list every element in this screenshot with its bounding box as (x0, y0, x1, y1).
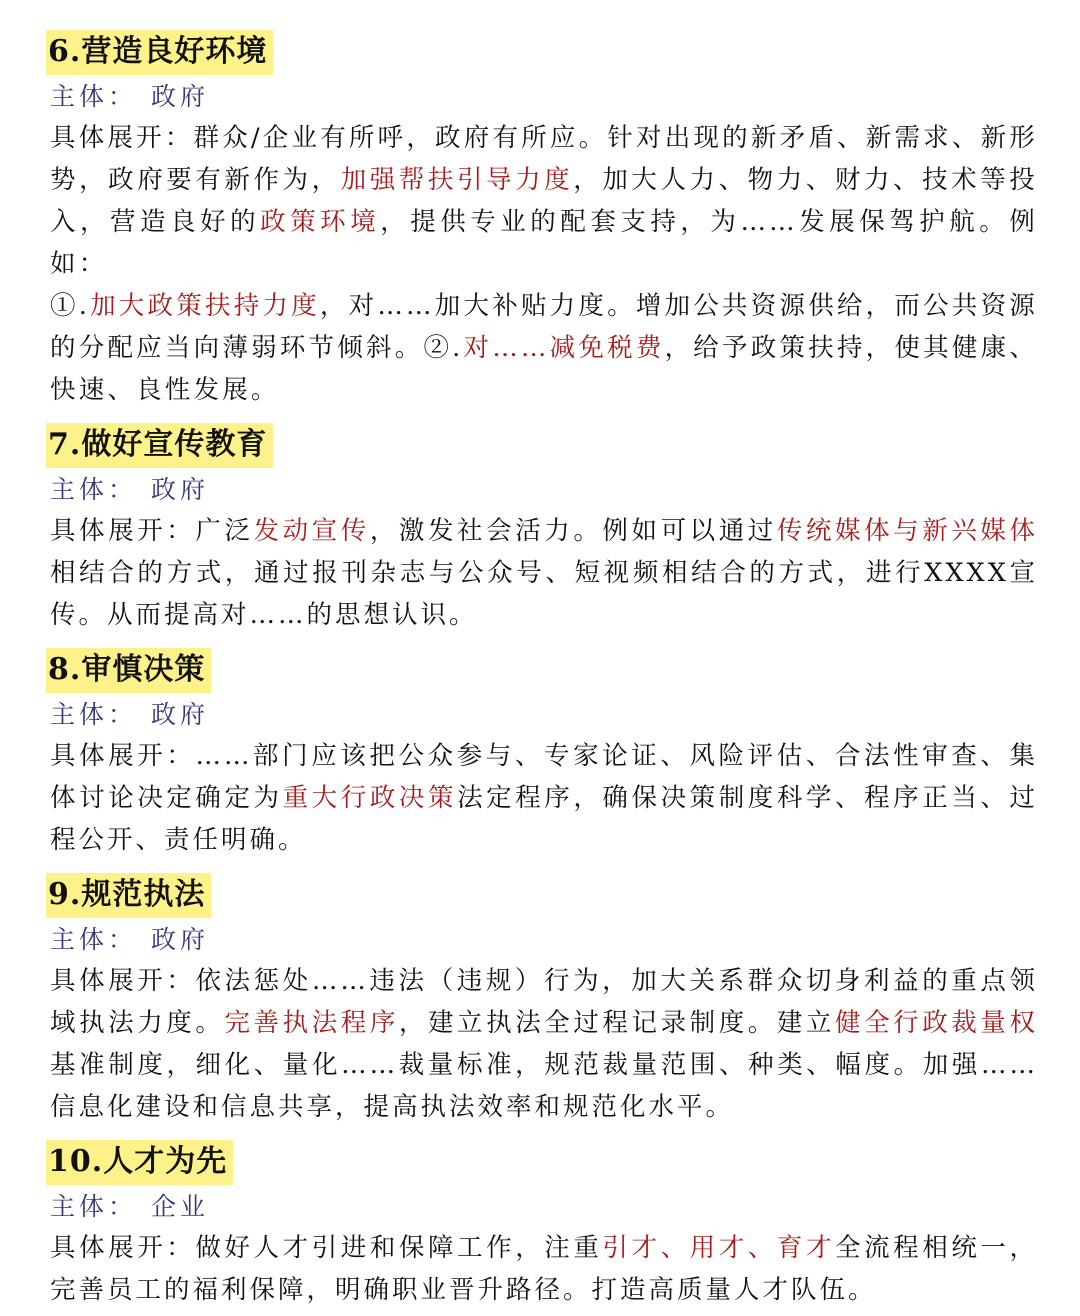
emphasis-text: 加强帮扶引导力度 (340, 165, 574, 195)
detail-paragraph (46, 510, 1038, 636)
detail-text: 法定程序，确保决策制度科学、程序正当、过程公开、责任明确。 (50, 783, 1038, 855)
emphasis-text: 健全行政裁量权 (835, 1008, 1038, 1038)
section-9 (46, 873, 1038, 1128)
section-10 (46, 1140, 1038, 1311)
detail-text: ，对……加大补贴力度。增加公共资源供给，而公共资源的分配应当向薄弱环节倾斜。②. (50, 291, 1038, 363)
detail-text: 全流程相统一，完善员工的福利保障，明确职业晋升路径。打造高质量人才队伍。 (50, 1233, 1038, 1305)
section-7 (46, 423, 1038, 636)
section-heading: 10.人才为先 (46, 1140, 233, 1185)
detail-text: ，建立执法全过程记录制度。建立 (398, 1008, 836, 1038)
emphasis-text: 对……减免税费 (463, 333, 665, 363)
detail-text: 具体展开：……部门应该把公众参与、专家论证、风险评估、合法性审查、集体讨论决定确定为 (50, 741, 1038, 813)
emphasis-text: 完善执法程序 (224, 1008, 399, 1038)
emphasis-text: 重大行政决策 (282, 783, 458, 813)
detail-text: ，给予政策扶持，使其健康、快速、良性发展。 (50, 333, 1038, 405)
detail-text: ，提供专业的配套支持，为……发展保驾护航。例如： (50, 207, 1038, 279)
emphasis-text: 引才、用才、育才 (602, 1233, 836, 1263)
subject-label: 主体： (50, 475, 138, 504)
subject-label: 主体： (50, 82, 138, 111)
detail-paragraph (46, 117, 1038, 411)
subject-value: 企业 (151, 1192, 210, 1221)
list-marker: ①. (50, 291, 91, 321)
emphasis-text: 政策环境 (260, 207, 381, 237)
subject-label: 主体： (50, 700, 138, 729)
detail-text: 具体展开：做好人才引进和保障工作，注重 (50, 1233, 603, 1263)
detail-text: ，加大人力、物力、财力、技术等投入，营造良好的 (50, 165, 1038, 237)
detail-text: 具体展开：群众/企业有所呼，政府有所应。针对出现的新矛盾、新需求、新形势，政府要有新作为， (50, 123, 1038, 195)
section-heading: 7.做好宣传教育 (46, 423, 273, 468)
subject-line (46, 77, 1038, 117)
section-heading: 8.审慎决策 (46, 648, 211, 693)
subject-label: 主体： (50, 1192, 138, 1221)
detail-text: 相结合的方式，通过报刊杂志与公众号、短视频相结合的方式，进行XXXX宣传。从而提高对……的思想认识。 (50, 558, 1038, 630)
detail-text: ，激发社会活力。例如可以通过 (369, 516, 777, 546)
subject-line (46, 920, 1038, 960)
detail-paragraph (46, 1227, 1038, 1311)
detail-text: 具体展开：依法惩处……违法（违规）行为，加大关系群众切身利益的重点领域执法力度。 (50, 966, 1038, 1038)
detail-text: 基准制度，细化、量化……裁量标准，规范裁量范围、种类、幅度。加强……信息化建设和信息共享，提高执法效率和规范化水平。 (50, 1050, 1038, 1122)
section-heading: 9.规范执法 (46, 873, 211, 918)
section-6 (46, 30, 1038, 411)
emphasis-text: 传统媒体与新兴媒体 (776, 516, 1038, 546)
subject-value: 政府 (151, 475, 210, 504)
subject-line (46, 470, 1038, 510)
subject-line (46, 695, 1038, 735)
subject-line (46, 1187, 1038, 1227)
subject-value: 政府 (151, 700, 210, 729)
detail-paragraph (46, 735, 1038, 861)
emphasis-text: 加大政策扶持力度 (90, 291, 320, 321)
subject-value: 政府 (151, 82, 210, 111)
section-8 (46, 648, 1038, 861)
subject-label: 主体： (50, 925, 138, 954)
section-heading: 6.营造良好环境 (46, 30, 273, 75)
detail-text: 具体展开：广泛 (50, 516, 254, 546)
emphasis-text: 发动宣传 (253, 516, 370, 546)
subject-value: 政府 (151, 925, 210, 954)
detail-paragraph (46, 960, 1038, 1128)
